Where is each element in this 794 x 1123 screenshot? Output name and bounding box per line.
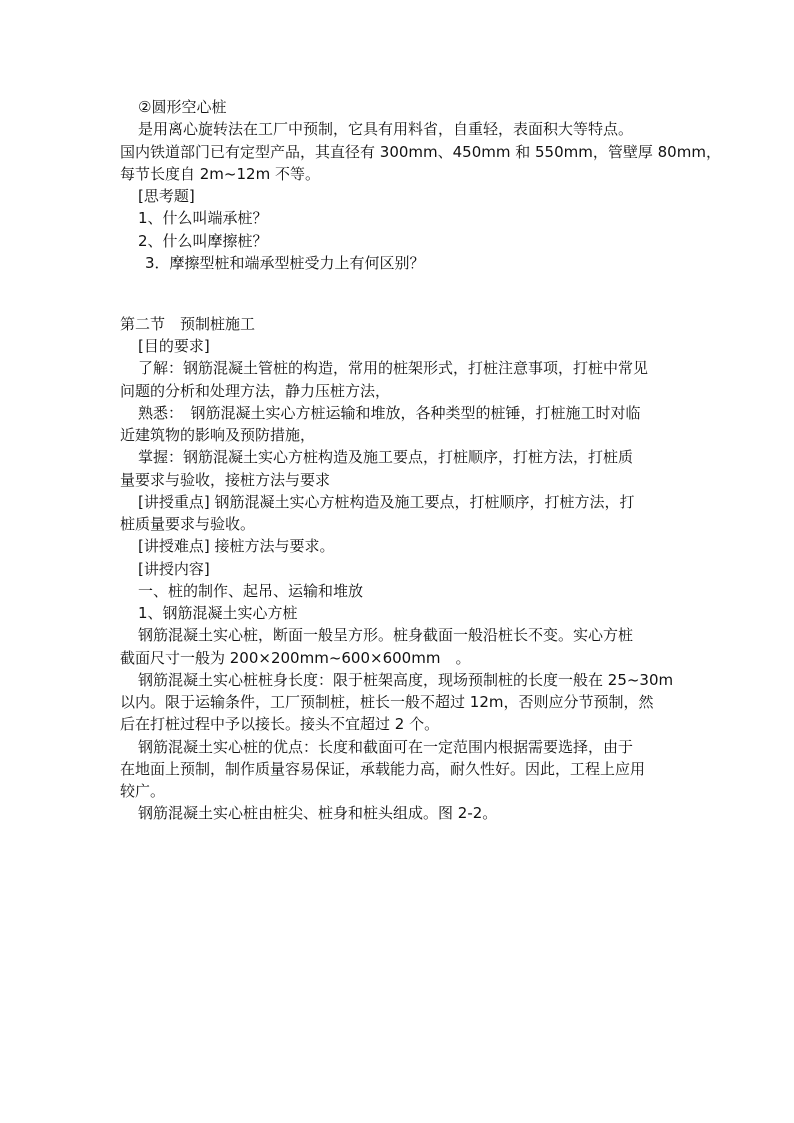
paragraph-line: 问题的分析和处理方法，静力压桩方法， xyxy=(120,382,391,400)
section-label-difficulties: [讲授难点] 接桩方法与要求。 xyxy=(138,537,335,555)
question-item: 3．摩擦型桩和端承型桩受力上有何区别？ xyxy=(145,254,425,272)
question-item: 1、什么叫端承桩？ xyxy=(138,209,268,227)
paragraph-line: 较广。 xyxy=(120,782,166,800)
paragraph-line: 桩质量要求与验收。 xyxy=(120,515,256,533)
subsection-heading: 1、钢筋混凝土实心方桩 xyxy=(138,604,298,622)
paragraph-line: 后在打桩过程中予以接长。接头不宜超过 2 个。 xyxy=(120,715,440,733)
paragraph-line: 钢筋混凝土实心桩由桩尖、桩身和桩头组成。图 2-2。 xyxy=(138,804,498,822)
heading-hollow-pile: ②圆形空心桩 xyxy=(138,98,227,116)
paragraph-line: 熟悉： 钢筋混凝土实心方桩运输和堆放，各种类型的桩锤，打桩施工时对临 xyxy=(138,404,641,422)
paragraph-line: 是用离心旋转法在工厂中预制，它具有用料省，自重轻，表面积大等特点。 xyxy=(138,120,634,138)
paragraph-line: 钢筋混凝土实心桩，断面一般呈方形。桩身截面一般沿桩长不变。实心方桩 xyxy=(138,626,634,644)
paragraph-line: 钢筋混凝土实心桩桩身长度：限于桩架高度，现场预制桩的长度一般在 25~30m xyxy=(138,671,674,689)
section-label-objectives: [目的要求] xyxy=(138,337,210,355)
paragraph-line: 国内铁道部门已有定型产品，其直径有 300mm、450mm 和 550mm，管壁厚 80mm， xyxy=(120,143,721,161)
section-heading: 第二节 预制桩施工 xyxy=(120,315,256,333)
section-label-questions: [思考题] xyxy=(138,187,195,205)
paragraph-line: 截面尺寸一般为 200×200mm~600×600mm 。 xyxy=(120,649,471,667)
section-label-content: [讲授内容] xyxy=(138,560,210,578)
paragraph-line: 钢筋混凝土实心桩的优点：长度和截面可在一定范围内根据需要选择，由于 xyxy=(138,738,634,756)
section-label-key-points: [讲授重点] 钢筋混凝土实心方桩构造及施工要点，打桩顺序，打桩方法，打 xyxy=(138,493,635,511)
paragraph-line: 每节长度自 2m~12m 不等。 xyxy=(120,165,320,183)
question-item: 2、什么叫摩擦桩？ xyxy=(138,232,268,250)
paragraph-line: 了解：钢筋混凝土管桩的构造，常用的桩架形式，打桩注意事项，打桩中常见 xyxy=(138,359,649,377)
paragraph-line: 以内。限于运输条件，工厂预制桩，桩长一般不超过 12m，否则应分节预制，然 xyxy=(120,693,654,711)
paragraph-line: 近建筑物的影响及预防措施， xyxy=(120,426,316,444)
paragraph-line: 量要求与验收，接桩方法与要求 xyxy=(120,471,331,489)
subsection-heading: 一、桩的制作、起吊、运输和堆放 xyxy=(138,582,364,600)
paragraph-line: 掌握：钢筋混凝土实心方桩构造及施工要点，打桩顺序，打桩方法，打桩质 xyxy=(138,448,634,466)
paragraph-line: 在地面上预制，制作质量容易保证，承载能力高，耐久性好。因此，工程上应用 xyxy=(120,760,646,778)
